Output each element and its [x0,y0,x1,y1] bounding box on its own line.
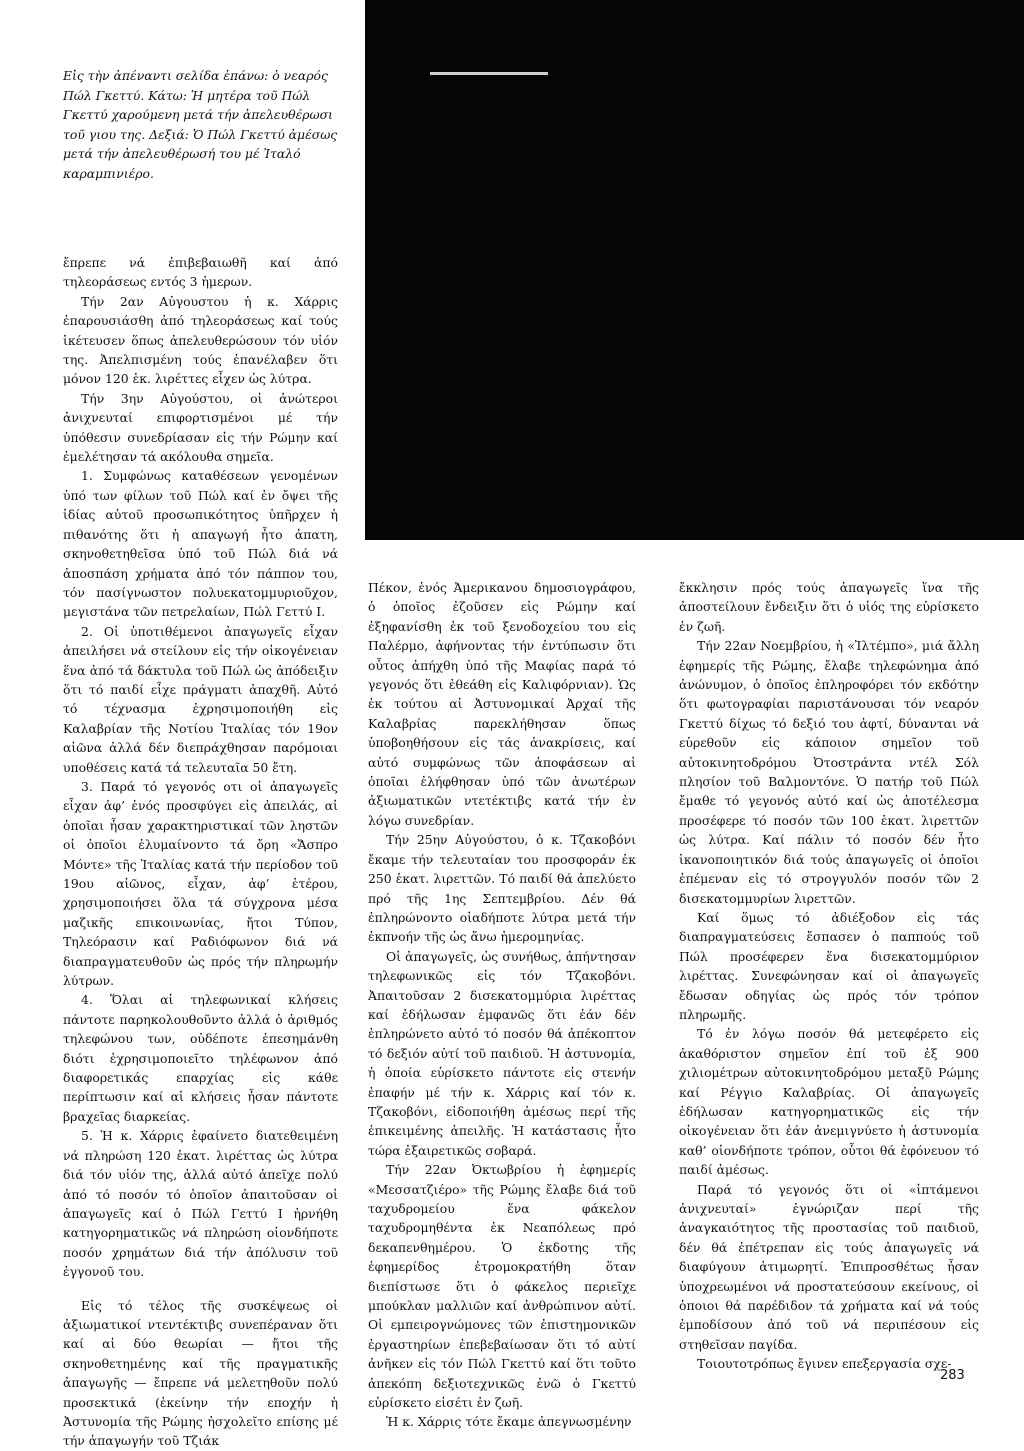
paragraph: Ἡ κ. Χάρρις τότε ἔκαμε ἀπεγνωσμένην [386,1414,632,1430]
paragraph: Τήν 22αν Ὀκτωβρίου ἡ ἐφημερίς «Μεσσατζιέρο» τῆς Ρώμης ἔλαβε διά τοῦ ταχυδρομείου ἕνα φάκελον ταχυδρομηθέντα ἐκ Νεαπόλεως πρό δεκαπενθημέρου. Ὁ ἐκδοτης τῆς ἐφημερίδος ἐτρομοκρατήθη ὅταν διεπίστωσε ὅτι ὁ φάκελος περιεῖχε μπούκλαν μαλλιῶν καί ἀνθρώπινον αὐτί. Οἱ εμπειρογνώμονες τῶν ἐπιστημονικῶν ἐργαστηρίων ἐπεβεβαίωσαν ὅτι τό αὐτί ἀνῆκεν εἰς τόν Πώλ Γκεττύ καί ὅτι τοῦτο ἀπεκόπη δεξιοτεχνικῶς ἐνῶ ὁ Γκεττύ εὑρίσκετο εἰσέτι ἐν ζωῆ. [368,1162,636,1411]
paragraph: Οἱ ἀπαγωγεῖς, ὡς συνήθως, ἀπήντησαν τηλεφωνικῶς εἰς τόν Τζακοβόνι. Ἀπαιτοῦσαν 2 δισεκατομμύρια λιρέττας καί ἐδήλωσαν ἐμφανῶς ὅτι ἐάν δέν ἐπληρώνετο αὐτό τό ποσόν θά ἀπέκοπτον τό δεξιόν αὐτί τοῦ παιδιοῦ. Ἡ ἀστυνομία, ἡ ὁποία εὑρίσκετο πάντοτε εἰς στενήν ἐπαφήν μέ τήν κ. Χάρρις καί τόν κ. Τζακοβόνι, εἰδοποιήθη ἀμέσως περί τῆς ἐπικειμένης ἀπειλῆς. Ἡ κατάστασις ἦτο τώρα ἐξαιρετικῶς σοβαρά. [368,948,636,1158]
paragraph: Τοιουτοτρόπως ἔγινεν επεξεργασία σχε- [697,1356,952,1372]
paragraph: Καί ὅμως τό ἀδιέξοδον εἰς τάς διαπραγματεύσεις ἔσπασεν ὁ παππούς τοῦ Πώλ προσέφερεν ἕνα δισεκατομμύριον λιρέττας. Συνεφώνησαν καί οἱ ἀπαγωγεῖς ἔδωσαν οδηγίας ὡς πρός τόν τρόπον πληρωμῆς. [679,909,979,1022]
paragraph: Τήν 25ην Αὐγούστου, ὁ κ. Τζακοβόνι ἔκαμε τήν τελευταίαν του προσφοράν ἐκ 250 ἑκατ. λιρεττῶν. Τό παιδί θά ἀπελύετο πρό τῆς 1ης Σεπτεμβρίου. Δέν θά ἐπληρώνοντο οἱαδήποτε λύτρα μετά τήν ἐκπνοήν τῆς ὡς ἄνω ἡμερομηνίας. [368,832,636,945]
paragraph: Τήν 2αν Αὐγουστου ἡ κ. Χάρρις ἐπαρουσιάσθη ἀπό τηλεοράσεως καί τούς ἱκέτευσεν ὅπως ἀπελευθερώσουν τόν υἱόν της. Ἀπελπισμένη τούς ἐπανέλαβεν ὅτι μόνον 120 ἑκ. λιρέττες εἶχεν ὡς λύτρα. [63,293,338,387]
paragraph: 3. Παρά τό γεγονός οτι οἱ ἀπαγωγεῖς εἶχαν ἀφ’ ἑνός προσφύγει εἰς ἀπειλάς, αἱ ὁποῖαι ἦσαν χαρακτηριστικαί τῶν ληστῶν οἱ ὁποῖοι ἐλυμαίνοντο τά ὄρη «Ἄσπρο Μόντε» τῆς Ἰταλίας κατά τήν περίοδον τοῦ 19ου αἰῶνος, εἶχαν, ἀφ’ ἑτέρου, χρησιμοποιήσει ὅλα τά σύγχρονα μέσα μαζικῆς επικοινωνίας, ἤτοι Τύπον, Τηλεόρασιν καί Ραδιόφωνον διά νά διαπραγματευθοῦν ὡς πρός τήν πληρωμήν λύτρων. [63,778,338,989]
paragraph: Τήν 22αν Νοεμβρίου, ἡ «Ἰλτέμπο», μιά ἄλλη ἐφημερίς τῆς Ρώμης, ἔλαβε τηλεφώνημα ἀπό ἀνώνυμον, ὁ ὁποῖος ἐπληροφόρει τόν εκδότην ὅτι φωτογραφίαι παριστάνουσαι τόν νεαρόν Γκεττύ δίχως τό δεξιό του ἀφτί, δύνανται νά εὑρεθοῦν εἰς κάποιον σημεῖον τοῦ αὐτοκινητοδρόμου Ὀτοστράντα ντέλ Σόλ πλησίον τοῦ Βαλμοντόνε. Ὁ πατήρ τοῦ Πώλ ἔμαθε τό γεγονός αὐτό καί ὡς ἀποτέλεσμα προσέφερε τό ποσόν τῶν 100 ἑκατ. λιρεττῶν ὡς λύτρα. Καί πάλιν τό ποσόν δέν ἦτο ἱκανοποιητικόν διά τούς ἀπαγωγεῖς οἱ ὁποῖοι ἐπέμεναν εἰς τό στρογγυλόν ποσόν τῶν 2 δισεκατομμυρίων λιρεττῶν. [679,638,979,906]
page-number: 283 [940,1368,965,1383]
paragraph: Εἰς τό τέλος τῆς συσκέψεως οἱ ἀξιωματικοί ντεντέκτιβς συνεπέραναν ὅτι καί αἱ δύο θεωρίαι — ἤτοι τῆς σκηνοθετημένης καί τῆς πραγματικῆς ἀπαγωγῆς — ἔπρεπε νά μελετηθοῦν πολύ προσεκτικά (ἐκείνην τήν εποχήν ἡ Ἀστυνομία τῆς Ρώμης ἠσχολεῖτο επίσης μέ τήν ἀπαγωγήν τοῦ Τζιάκ [63,1297,338,1449]
paragraph: 1. Συμφώνως καταθέσεων γενομένων ὑπό των φίλων τοῦ Πώλ καί ἐν ὄψει τῆς ἰδίας αὐτοῦ προσωπικότητος ὑπῆρχεν ἡ πιθανότης ὅτι ἡ απαγωγή ἦτο ἀπατη, σκηνοθετηθεῖσα ὑπό τοῦ Πώλ διά νά ἀποσπάση χρήματα ἀπό τόν πάππον του, τόν πασίγνωστον πολυεκατομμυριοῦχον, μεγιστάνα τῶν πετρελαίων, Πώλ Γεττύ Ι. [63,468,338,620]
paragraph: Τό ἐν λόγω ποσόν θά μετεφέρετο εἰς ἀκαθόριστον σημεῖον ἐπί τοῦ ἐξ 900 χιλιομέτρων αὐτοκινητοδρόμου μεταξῦ Ρώμης καί Ρέγγιο Καλαβρίας. Οἱ ἀπαγωγεῖς ἐδήλωσαν κατηγορηματικῶς εἰς τήν οἰκογένειαν ὅτι ἐάν ἀνεμιγνύετο ἡ ἀστυνομία καθ’ οἱονδήποτε τρόπον, οὗτοι θά ἐφόνευον τό παιδί ἀμέσως. [679,1026,979,1178]
text-column-2 [368,578,636,1432]
paragraph: ἔκκλησιν πρός τούς ἀπαγωγεῖς ἵνα τῆς ἀποστείλουν ἔνδειξιν ὅτι ὁ υἱός της εὑρίσκετο ἐν ζωῆ. [679,580,979,634]
text-column-1 [63,253,338,1451]
paragraph: 2. Οἱ ὑποτιθέμενοι ἀπαγωγεῖς εἶχαν ἀπειλήσει νά στείλουν εἰς τήν οἰκογένειαν ἕνα ἀπό τά δάκτυλα τοῦ Πώλ ὡς ἀπόδειξιν ὅτι τό παιδί εἶχε πράγματι ἀπαχθῆ. Αὐτό τό τέχνασμα ἐχρησιμοποιήθη εἰς Καλαβρίαν τῆς Νοτίου Ἰταλίας τόν 19ον αἰῶνα ἀλλά δέν διεπράχθησαν παρόμοιαι υποθέσεις κατά τά τελευταῖα 50 ἔτη. [63,623,338,775]
photo-highlight [430,72,548,75]
photograph [365,0,1024,540]
paragraph: 5. Ἡ κ. Χάρρις ἐφαίνετο διατεθειμένη νά πληρώση 120 ἑκατ. λιρέττας ὡς λύτρα διά τόν υἱόν της, ἀλλά αὐτό ἀπεῖχε πολύ ἀπό τό ποσόν τό ὁποῖον ἀπαιτοῦσαν οἱ ἀπαγωγεῖς καί ὁ Πώλ Γεττύ Ι ἠρνήθη κατηγορηματικῶς νά πληρώση οἱονδήποτε ποσόν χρημάτων διά τήν ἀπόλυσιν τοῦ ἐγγονοῦ του. [63,1128,338,1280]
paragraph: Πέκον, ἑνός Ἀμερικανου δημοσιογράφου, ὁ ὁποῖος ἐζοῦσεν εἰς Ρώμην καί ἐξηφανίσθη ἐκ τοῦ ξενοδοχείου του εἰς Παλέρμο, ἀφήνοντας τήν ἐντύπωσιν ὅτι οὗτος ἀπήχθη ὑπό τῆς Μαφίας παρά τό γεγονός ὅτι ἐθεάθη εἰς Καλιφόρνιαν). Ὡς ἐκ τούτου αἱ Ἀστυνομικαί Ἀρχαί τῆς Καλαβρίας παρεκλήθησαν ὅπως ὑποβοηθήσουν εἰς τάς ἀνακρίσεις, καί αὐτό συμφώνως τῶν ἀποφάσεων αἱ ὁποῖαι ἐλήφθησαν ὑπό τῶν ἀνωτέρων ἀξιωματικῶν ντετέκτιβς κατά τήν ἐν λόγω συνεδρίαν. [368,580,636,828]
photo-caption: Εἰς τὴν ἀπέναντι σελίδα ἐπάνω: ὁ νεαρός Πώλ Γκεττύ. Κάτω: Ἡ μητέρα τοῦ Πώλ Γκεττύ χαρούμενη μετά τήν ἀπελευθέρωσι τοῦ γιου της. Δεξιά: Ὁ Πώλ Γκεττύ ἀμέσως μετά τήν ἀπελευθέρωσή του μέ Ἰταλό καραμπινιέρο. [63,68,338,181]
paragraph: 4. Ὅλαι αἱ τηλεφωνικαί κλήσεις πάντοτε παρηκολουθοῦντο ἀλλά ὁ ἀριθμός τηλεφώνου των, οὐδέποτε ἐπεσημάνθη διότι ἐχρησιμοποιεῖτο τηλέφωνον ἀπό διαφορετικάς επαρχίας εἰς κάθε περίπτωσιν καί αἱ κλήσεις ἦσαν πάντοτε βραχεῖας διαρκείας. [63,992,338,1124]
paragraph: Παρά τό γεγονός ὅτι οἱ «ἱπτάμενοι ἀνιχνευταί» ἐγνώριζαν περί τῆς ἀναγκαιότητος τῆς προστασίας τοῦ παιδιοῦ, δέν θά ἐπέτρεπαν εἰς τούς ἀπαγωγεῖς νά διαφύγουν ἀτιμωρητί. Ἐπιπροσθέτως ἦσαν ὑποχρεωμένοι νά προστατεύσουν εκείνους, οἱ ὁποιοι θά παρέδιδον τά χρήματα καί νά τούς ἐμποδίσουν ἀπό τοῦ νά περιπέσουν εἰς στηθεῖσαν παγίδα. [679,1181,979,1352]
text-column-3 [679,578,979,1374]
paragraph: ἔπρεπε νά ἐπιβεβαιωθῆ καί ἀπό τηλεοράσεως εντός 3 ἡμερων. [63,255,338,290]
paragraph: Τήν 3ην Αὐγούστου, οἱ ἀνώτεροι ἀνιχνευταί επιφορτισμένοι μέ τήν ὑπόθεσιν συνεδρίασαν εἰς τήν Ρώμην καί ἐμελέτησαν τά ακόλουθα σημεῖα. [63,390,338,465]
